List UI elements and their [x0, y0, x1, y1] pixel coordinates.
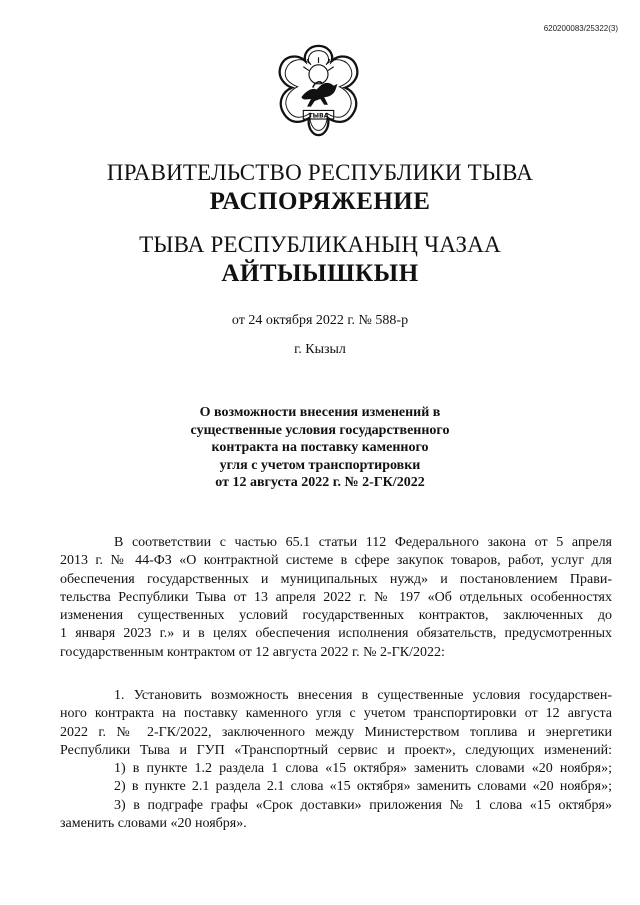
government-title-tuvan: ТЫВА РЕСПУБЛИКАНЫҢ ЧАЗАА: [139, 232, 501, 257]
document-type-tuvan: АЙТЫЫШКЫН: [221, 260, 419, 287]
sub-item-3: 3) в подграфе графы «Срок доставки» приложения № 1 слова «15 октября»: [114, 797, 612, 813]
city-line: г. Кызыл: [294, 342, 346, 357]
subject-line: существенные условия государственного: [190, 422, 450, 438]
paragraph-line: Республики Тыва и ГУП «Транспортный сервис и проект», следующих изменений:: [60, 742, 612, 758]
paragraph-line: государственным контрактом от 12 августа 2022 г. № 2-ГК/2022:: [60, 644, 445, 660]
paragraph-line: обеспечения государственных и муниципальных нужд» и постановлением Прави-: [60, 571, 612, 587]
subject-line: от 12 августа 2022 г. № 2-ГК/2022: [215, 475, 425, 491]
subject-line: О возможности внесения изменений в: [199, 405, 441, 420]
item-1-paragraph: [60, 687, 612, 833]
svg-text:ТЫВА: ТЫВА: [308, 112, 329, 120]
preamble-paragraph: [60, 534, 612, 662]
subject-line: угля с учетом транспортировки: [219, 457, 421, 473]
paragraph-line: 2013 г. № 44-ФЗ «О контрактной системе в сфере закупок товаров, работ, услуг для: [60, 553, 612, 569]
sub-item-2: 2) в пункте 2.1 раздела 2.1 слова «15 октября» заменить словами «20 ноября»;: [114, 779, 612, 795]
paragraph-line: тельства Республики Тыва от 13 апреля 2022 г. № 197 «Об отдельных особенностях: [60, 589, 612, 605]
paragraph-line: 2022 г. № 2-ГК/2022, заключенного между Министерством топлива и энергетики: [60, 724, 612, 740]
document-number: 620200083/25322(3): [543, 24, 618, 33]
paragraph-line: изменения существенных условий государственных контрактов, заключенных до: [60, 608, 612, 624]
paragraph-line: 1 января 2023 г.» и в целях обеспечения исполнения обязательств, предусмотренных: [60, 626, 612, 642]
document-type: РАСПОРЯЖЕНИЕ: [209, 188, 431, 215]
paragraph-line: ного контракта на поставку каменного угля с учетом транспортировки от 12 августа: [60, 706, 612, 722]
paragraph-line: В соответствии с частью 65.1 статьи 112 Федерального закона от 5 апреля: [114, 535, 612, 550]
government-title: ПРАВИТЕЛЬСТВО РЕСПУБЛИКИ ТЫВА: [106, 160, 534, 185]
paragraph-line: 1. Установить возможность внесения в существенные условия государствен-: [114, 688, 612, 703]
sub-item-1: 1) в пункте 1.2 раздела 1 слова «15 октября» заменить словами «20 ноября»;: [114, 761, 612, 777]
subject-heading: [170, 404, 470, 492]
tuva-emblem-icon: [271, 42, 366, 139]
date-number-line: от 24 октября 2022 г. № 588-р: [231, 313, 409, 328]
subject-line: контракта на поставку каменного: [211, 440, 429, 456]
paragraph-line: заменить словами «20 ноября».: [60, 816, 247, 832]
